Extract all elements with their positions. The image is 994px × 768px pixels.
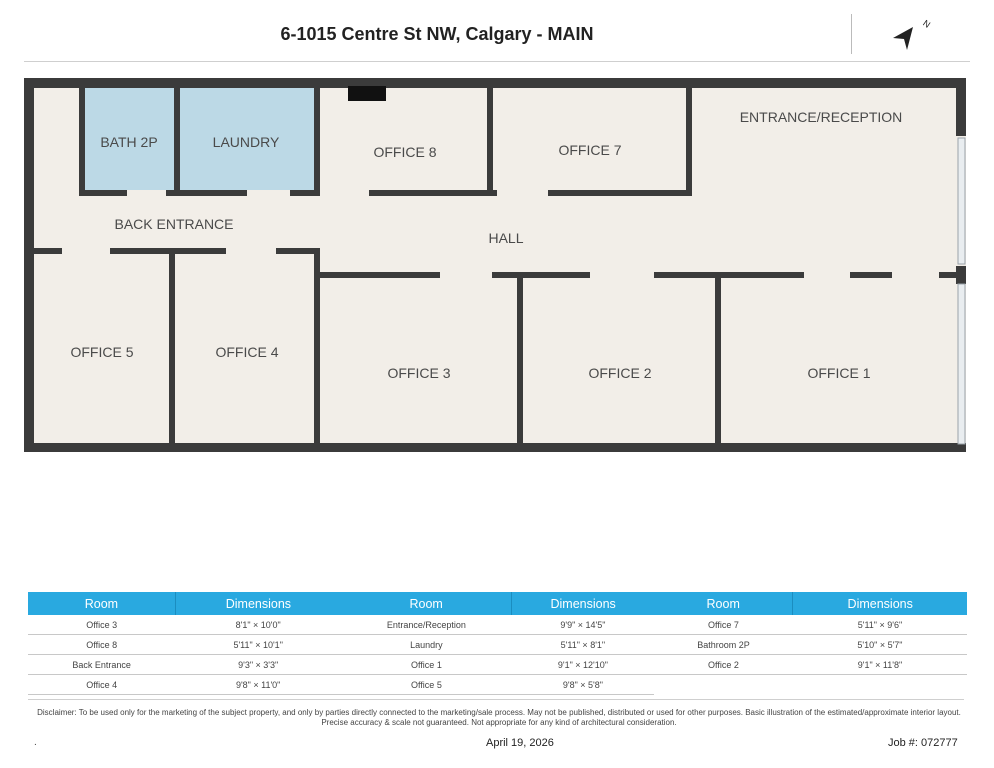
table-row (341, 615, 654, 635)
office-5-label: OFFICE 5 (70, 344, 134, 360)
room-cell: Office 2 (654, 655, 793, 675)
hall-label: HALL (488, 230, 524, 246)
header-divider (851, 14, 852, 54)
table-row (654, 655, 967, 675)
office-3-label: OFFICE 3 (387, 365, 451, 381)
room-cell: Office 8 (28, 635, 175, 655)
dimensions-table-1 (28, 592, 341, 695)
window-strip (958, 138, 965, 444)
floor-plan (24, 78, 966, 454)
room-column-header: Room (28, 592, 175, 615)
table-row (341, 635, 654, 655)
footer-rule (28, 699, 964, 700)
table-row (341, 655, 654, 675)
dimension-cell: 9'1" × 12'10" (512, 655, 654, 675)
laundry-label: LAUNDRY (212, 134, 280, 150)
table-row (28, 615, 341, 635)
office-7-label: OFFICE 7 (558, 142, 622, 158)
north-arrow-icon (888, 14, 934, 54)
dimension-cell: 9'9" × 14'5" (512, 615, 654, 635)
dimension-cell: 5'10" × 5'7" (793, 635, 967, 655)
room-cell: Office 4 (28, 675, 175, 695)
footer-dot: . (34, 737, 37, 748)
dimension-cell: 5'11" × 9'6" (793, 615, 967, 635)
header-rule (24, 61, 970, 62)
room-cell: Laundry (341, 635, 512, 655)
room-column-header: Room (341, 592, 512, 615)
dimensions-column-header: Dimensions (512, 592, 654, 615)
dimension-cell: 5'11" × 8'1" (512, 635, 654, 655)
room-cell (654, 675, 793, 695)
dimensions-table-3 (654, 592, 967, 694)
office-4-label: OFFICE 4 (215, 344, 279, 360)
entrance-reception-label: ENTRANCE/RECEPTION (739, 109, 903, 125)
table-row (654, 615, 967, 635)
office-8-label: OFFICE 8 (373, 144, 437, 160)
room-cell: Office 5 (341, 675, 512, 695)
room-cell: Back Entrance (28, 655, 175, 675)
compass-north-label: N (921, 17, 933, 30)
job-number: Job #: 072777 (888, 737, 958, 749)
room-cell: Bathroom 2P (654, 635, 793, 655)
dimension-cell: 9'8" × 11'0" (175, 675, 341, 695)
dimension-cell: 9'1" × 11'8" (793, 655, 967, 675)
dimension-cell: 8'1" × 10'0" (175, 615, 341, 635)
table-row (654, 635, 967, 655)
room-cell: Office 7 (654, 615, 793, 635)
table-row (341, 675, 654, 695)
table-row (28, 655, 341, 675)
table-row (28, 635, 341, 655)
footer-date: April 19, 2026 (486, 737, 554, 749)
table-row (28, 675, 341, 695)
room-column-header: Room (654, 592, 793, 615)
bath-2p-label: BATH 2P (100, 134, 158, 150)
room-cell: Office 3 (28, 615, 175, 635)
dimensions-column-header: Dimensions (175, 592, 341, 615)
dimension-cell: 5'11" × 10'1" (175, 635, 341, 655)
room-cell: Entrance/Reception (341, 615, 512, 635)
dimension-cell (793, 675, 967, 695)
table-row-empty (654, 675, 967, 695)
dimensions-table-2 (341, 592, 654, 695)
dimension-cell: 9'8" × 5'8" (512, 675, 654, 695)
office-2-label: OFFICE 2 (588, 365, 652, 381)
dimensions-column-header: Dimensions (793, 592, 967, 615)
office-1-label: OFFICE 1 (807, 365, 871, 381)
disclaimer-text: Disclaimer: To be used only for the marketing of the subject property, and only by parties directly connected to the marketing/sale process. May not be published, distributed or used for other purposes. Basic illustration of the estimated/approximate interior layout. Precise accuracy & scale not guaranteed. Not appropriate for any kind of architectural consideration. (37, 708, 961, 727)
back-entrance-label: BACK ENTRANCE (114, 216, 234, 232)
dimension-cell: 9'3" × 3'3" (175, 655, 341, 675)
plan-title: 6-1015 Centre St NW, Calgary - MAIN (280, 24, 594, 44)
room-cell: Office 1 (341, 655, 512, 675)
